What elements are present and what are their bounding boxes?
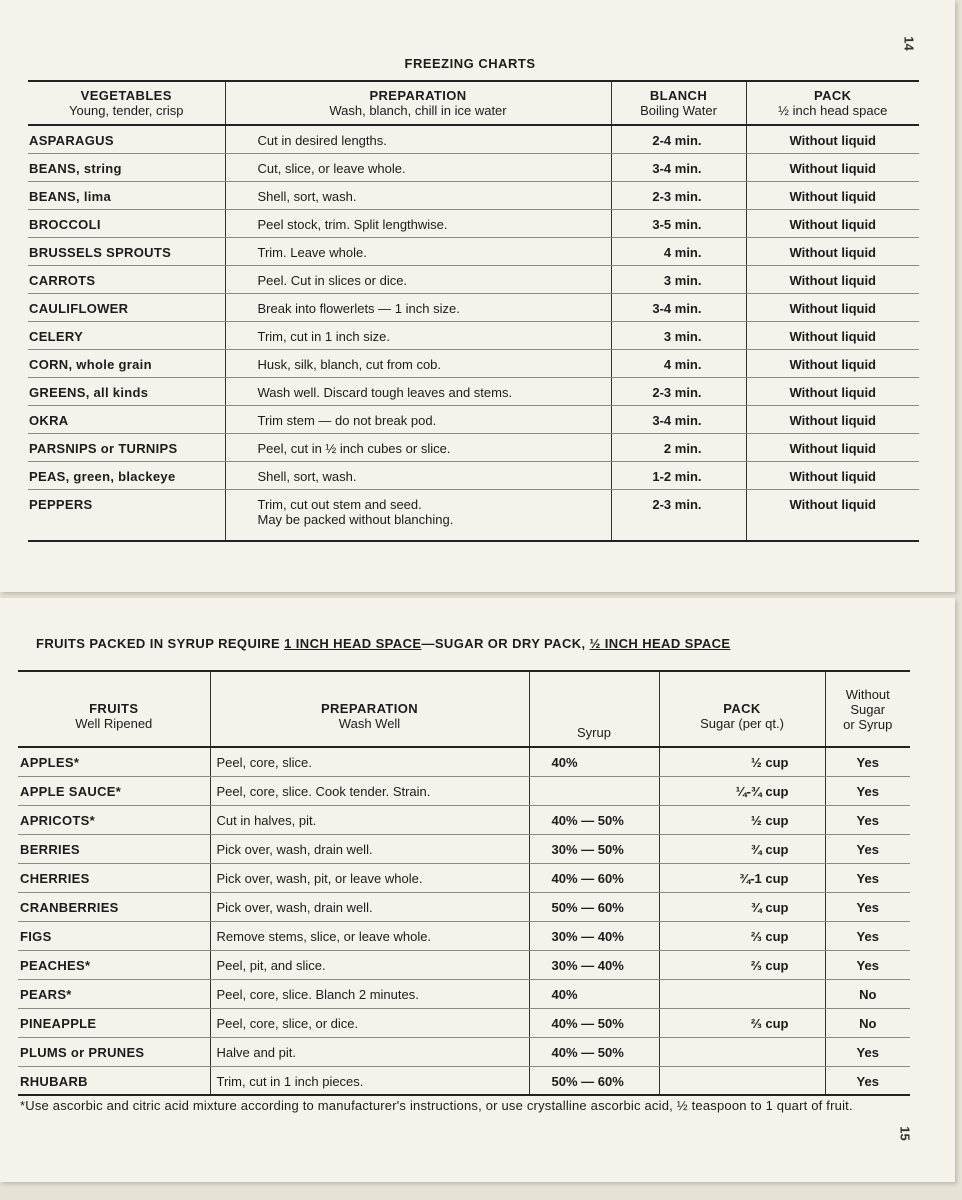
- page-number: 14: [901, 36, 917, 51]
- fruit-name: APRICOTS*: [18, 805, 210, 834]
- preparation-cell: [225, 293, 611, 321]
- preparation-text: Pick over, wash, drain well.: [210, 834, 529, 863]
- table-row: [18, 950, 910, 979]
- preparation-text: Cut in desired lengths.: [257, 133, 387, 148]
- vegetable-name: BRUSSELS SPROUTS: [28, 237, 225, 265]
- table-row: [18, 1037, 910, 1066]
- vegetable-name: BROCCOLI: [28, 209, 225, 237]
- table-row: [18, 1066, 910, 1095]
- sugar-amount: [659, 979, 825, 1008]
- syrup-strength: [529, 776, 659, 805]
- header-sub: Wash, blanch, chill in ice water: [329, 103, 507, 118]
- preparation-text: Halve and pit.: [210, 1037, 529, 1066]
- header-sub: Boiling Water: [640, 103, 717, 118]
- without-sugar-value: Yes: [825, 892, 910, 921]
- sugar-amount: ¾ cup: [659, 834, 825, 863]
- preparation-cell: [225, 125, 611, 153]
- sugar-amount: ⅔ cup: [659, 950, 825, 979]
- preparation-cell: [225, 377, 611, 405]
- header-sub: ½ inch head space: [778, 103, 888, 118]
- preparation-cell: [225, 321, 611, 349]
- preparation-cell: [225, 265, 611, 293]
- header-line: Sugar: [850, 701, 886, 717]
- preparation-text: Wash well. Discard tough leaves and stems.: [257, 384, 513, 400]
- chart-title: FREEZING CHARTS: [404, 56, 536, 71]
- blanch-time: 2-3 min.: [611, 181, 746, 209]
- table-row: [28, 461, 919, 489]
- preparation-text: Husk, silk, blanch, cut from cob.: [257, 356, 442, 372]
- vegetable-name: PARSNIPS or TURNIPS: [28, 433, 225, 461]
- sugar-amount: ¾ cup: [659, 892, 825, 921]
- preparation-text: Peel, core, slice.: [210, 747, 529, 776]
- table-row: [28, 125, 919, 153]
- preparation-cell: [225, 461, 611, 489]
- header-title: PACK: [723, 701, 761, 716]
- header-pack: [659, 671, 825, 747]
- pack-method: Without liquid: [746, 489, 919, 541]
- sugar-amount: [659, 1066, 825, 1095]
- blanch-time: 3 min.: [611, 265, 746, 293]
- syrup-strength: 40% — 60%: [529, 863, 659, 892]
- header-fruits: [18, 671, 210, 747]
- preparation-cell: [225, 181, 611, 209]
- preparation-cell: [225, 153, 611, 181]
- sugar-amount: ½ cup: [659, 805, 825, 834]
- preparation-text: Cut, slice, or leave whole.: [257, 160, 406, 176]
- sugar-amount: ⅔ cup: [659, 1008, 825, 1037]
- pack-method: Without liquid: [746, 153, 919, 181]
- blanch-time: 1-2 min.: [611, 461, 746, 489]
- fruit-name: PINEAPPLE: [18, 1008, 210, 1037]
- fruits-table: [18, 670, 910, 1096]
- preparation-text: Trim, cut in 1 inch size.: [257, 328, 390, 344]
- fruit-name: FIGS: [18, 921, 210, 950]
- fruit-name: PEARS*: [18, 979, 210, 1008]
- blanch-time: 2 min.: [611, 433, 746, 461]
- page-number: 15: [897, 1126, 913, 1141]
- without-sugar-value: Yes: [825, 776, 910, 805]
- preparation-text: Remove stems, slice, or leave whole.: [210, 921, 529, 950]
- table-row: [28, 237, 919, 265]
- syrup-strength: 30% — 50%: [529, 834, 659, 863]
- table-row: [28, 321, 919, 349]
- footnote: *Use ascorbic and citric acid mixture according to manufacturer's instructions, or use crystalline ascorbic acid, ½ teaspoon to 1 quart of fruit.: [20, 1098, 853, 1113]
- header-syrup: [529, 671, 659, 747]
- header-title: PACK: [814, 88, 852, 103]
- vegetable-name: ASPARAGUS: [28, 125, 225, 153]
- blanch-time: 2-4 min.: [611, 125, 746, 153]
- blanch-time: 4 min.: [611, 349, 746, 377]
- header-title: PREPARATION: [320, 701, 419, 716]
- page-14: [0, 0, 955, 592]
- blanch-time: 2-3 min.: [611, 377, 746, 405]
- syrup-strength: 40%: [529, 979, 659, 1008]
- fruit-name: BERRIES: [18, 834, 210, 863]
- header-title: FRUITS: [89, 701, 139, 716]
- header-preparation: [210, 671, 529, 747]
- preparation-text: Pick over, wash, pit, or leave whole.: [210, 863, 529, 892]
- preparation-cell: [225, 349, 611, 377]
- table-row: [28, 209, 919, 237]
- fruit-name: APPLES*: [18, 747, 210, 776]
- preparation-cell: [225, 405, 611, 433]
- fruit-name: PLUMS or PRUNES: [18, 1037, 210, 1066]
- without-sugar-value: Yes: [825, 921, 910, 950]
- syrup-strength: 40%: [529, 747, 659, 776]
- without-sugar-value: Yes: [825, 950, 910, 979]
- vegetable-name: PEAS, green, blackeye: [28, 461, 225, 489]
- table-row: [28, 349, 919, 377]
- blanch-time: 3-5 min.: [611, 209, 746, 237]
- vegetable-name: BEANS, string: [28, 153, 225, 181]
- table-row: [18, 747, 910, 776]
- vegetable-name: BEANS, lima: [28, 181, 225, 209]
- vegetable-name: CORN, whole grain: [28, 349, 225, 377]
- preparation-text: Peel. Cut in slices or dice.: [257, 272, 408, 288]
- fruit-headline: [36, 636, 730, 651]
- preparation-text: Pick over, wash, drain well.: [210, 892, 529, 921]
- fruit-name: PEACHES*: [18, 950, 210, 979]
- table-row: [28, 265, 919, 293]
- table-row: [28, 377, 919, 405]
- without-sugar-value: Yes: [825, 863, 910, 892]
- without-sugar-value: Yes: [825, 805, 910, 834]
- table-row: [18, 834, 910, 863]
- pack-method: Without liquid: [746, 181, 919, 209]
- preparation-text: Peel, core, slice. Blanch 2 minutes.: [210, 979, 529, 1008]
- syrup-strength: 30% — 40%: [529, 921, 659, 950]
- header-title: BLANCH: [649, 88, 708, 103]
- pack-method: Without liquid: [746, 405, 919, 433]
- preparation-text: Peel, core, slice. Cook tender. Strain.: [210, 776, 529, 805]
- blanch-time: 3-4 min.: [611, 405, 746, 433]
- preparation-cell: [225, 489, 611, 541]
- preparation-cell: [225, 433, 611, 461]
- without-sugar-value: Yes: [825, 1066, 910, 1095]
- table-row: [18, 979, 910, 1008]
- pack-method: Without liquid: [746, 265, 919, 293]
- vegetable-name: CARROTS: [28, 265, 225, 293]
- without-sugar-value: No: [825, 1008, 910, 1037]
- table-header-row: [18, 671, 910, 747]
- table-row: [18, 863, 910, 892]
- header-title: VEGETABLES: [80, 88, 172, 103]
- preparation-text: Peel stock, trim. Split lengthwise.: [257, 216, 448, 232]
- header-line: or Syrup: [843, 716, 893, 732]
- blanch-time: 3-4 min.: [611, 293, 746, 321]
- vegetables-table: [28, 80, 919, 542]
- header-vegetables: [28, 81, 225, 125]
- sugar-amount: ⅔ cup: [659, 921, 825, 950]
- fruit-name: RHUBARB: [18, 1066, 210, 1095]
- header-sub: Young, tender, crisp: [69, 103, 184, 118]
- blanch-time: 4 min.: [611, 237, 746, 265]
- header-blanch: [611, 81, 746, 125]
- header-sub: Well Ripened: [75, 716, 153, 731]
- blanch-time: 3 min.: [611, 321, 746, 349]
- pack-method: Without liquid: [746, 377, 919, 405]
- pack-method: Without liquid: [746, 293, 919, 321]
- without-sugar-value: Yes: [825, 747, 910, 776]
- pack-method: Without liquid: [746, 349, 919, 377]
- table-row: [28, 433, 919, 461]
- headline-underlined: 1 INCH HEAD SPACE: [284, 636, 422, 651]
- preparation-text: Break into flowerlets — 1 inch size.: [257, 300, 460, 316]
- header-sub: Syrup: [577, 725, 611, 740]
- preparation-text: Shell, sort, wash.: [257, 188, 357, 204]
- vegetable-name: CAULIFLOWER: [28, 293, 225, 321]
- preparation-text: Trim. Leave whole.: [257, 244, 367, 260]
- vegetable-name: PEPPERS: [28, 489, 225, 541]
- table-row: [18, 776, 910, 805]
- preparation-text: Trim, cut out stem and seed.: [257, 496, 422, 512]
- headline-underlined: ½ INCH HEAD SPACE: [589, 636, 731, 651]
- header-preparation: [225, 81, 611, 125]
- fruit-name: APPLE SAUCE*: [18, 776, 210, 805]
- header-line: Without: [845, 686, 890, 702]
- table-row: [28, 489, 919, 541]
- preparation-text: Trim, cut in 1 inch pieces.: [210, 1066, 529, 1095]
- table-row: [18, 921, 910, 950]
- sugar-amount: ¼-¾ cup: [659, 776, 825, 805]
- syrup-strength: 50% — 60%: [529, 892, 659, 921]
- header-sub: Sugar (per qt.): [700, 716, 784, 731]
- syrup-strength: 40% — 50%: [529, 805, 659, 834]
- pack-method: Without liquid: [746, 461, 919, 489]
- table-row: [28, 153, 919, 181]
- without-sugar-value: Yes: [825, 834, 910, 863]
- preparation-cell: [225, 209, 611, 237]
- table-row: [28, 405, 919, 433]
- header-without-sugar: [825, 671, 910, 747]
- header-title: PREPARATION: [369, 88, 467, 103]
- vegetable-name: OKRA: [28, 405, 225, 433]
- table-row: [18, 1008, 910, 1037]
- syrup-strength: 40% — 50%: [529, 1008, 659, 1037]
- preparation-text: Shell, sort, wash.: [257, 468, 357, 484]
- preparation-text: Peel, core, slice, or dice.: [210, 1008, 529, 1037]
- syrup-strength: 50% — 60%: [529, 1066, 659, 1095]
- fruit-name: CHERRIES: [18, 863, 210, 892]
- sugar-amount: ¾-1 cup: [659, 863, 825, 892]
- vegetable-name: CELERY: [28, 321, 225, 349]
- preparation-text: Peel, cut in ½ inch cubes or slice.: [257, 440, 451, 456]
- preparation-note: May be packed without blanching.: [257, 511, 454, 527]
- table-row: [18, 892, 910, 921]
- preparation-text: Cut in halves, pit.: [210, 805, 529, 834]
- pack-method: Without liquid: [746, 237, 919, 265]
- pack-method: Without liquid: [746, 209, 919, 237]
- headline-part: —SUGAR OR DRY PACK,: [421, 636, 590, 651]
- without-sugar-value: Yes: [825, 1037, 910, 1066]
- table-header-row: [28, 81, 919, 125]
- blanch-time: 3-4 min.: [611, 153, 746, 181]
- blanch-time: 2-3 min.: [611, 489, 746, 541]
- table-row: [18, 805, 910, 834]
- preparation-cell: [225, 237, 611, 265]
- vegetable-name: GREENS, all kinds: [28, 377, 225, 405]
- sugar-amount: [659, 1037, 825, 1066]
- header-pack: [746, 81, 919, 125]
- preparation-text: Trim stem — do not break pod.: [257, 412, 437, 428]
- fruit-name: CRANBERRIES: [18, 892, 210, 921]
- headline-part: FRUITS PACKED IN SYRUP REQUIRE: [36, 636, 285, 651]
- preparation-text: Peel, pit, and slice.: [210, 950, 529, 979]
- table-row: [28, 293, 919, 321]
- sugar-amount: ½ cup: [659, 747, 825, 776]
- syrup-strength: 40% — 50%: [529, 1037, 659, 1066]
- without-sugar-value: No: [825, 979, 910, 1008]
- pack-method: Without liquid: [746, 321, 919, 349]
- pack-method: Without liquid: [746, 125, 919, 153]
- syrup-strength: 30% — 40%: [529, 950, 659, 979]
- pack-method: Without liquid: [746, 433, 919, 461]
- table-row: [28, 181, 919, 209]
- header-sub: Wash Well: [338, 716, 401, 731]
